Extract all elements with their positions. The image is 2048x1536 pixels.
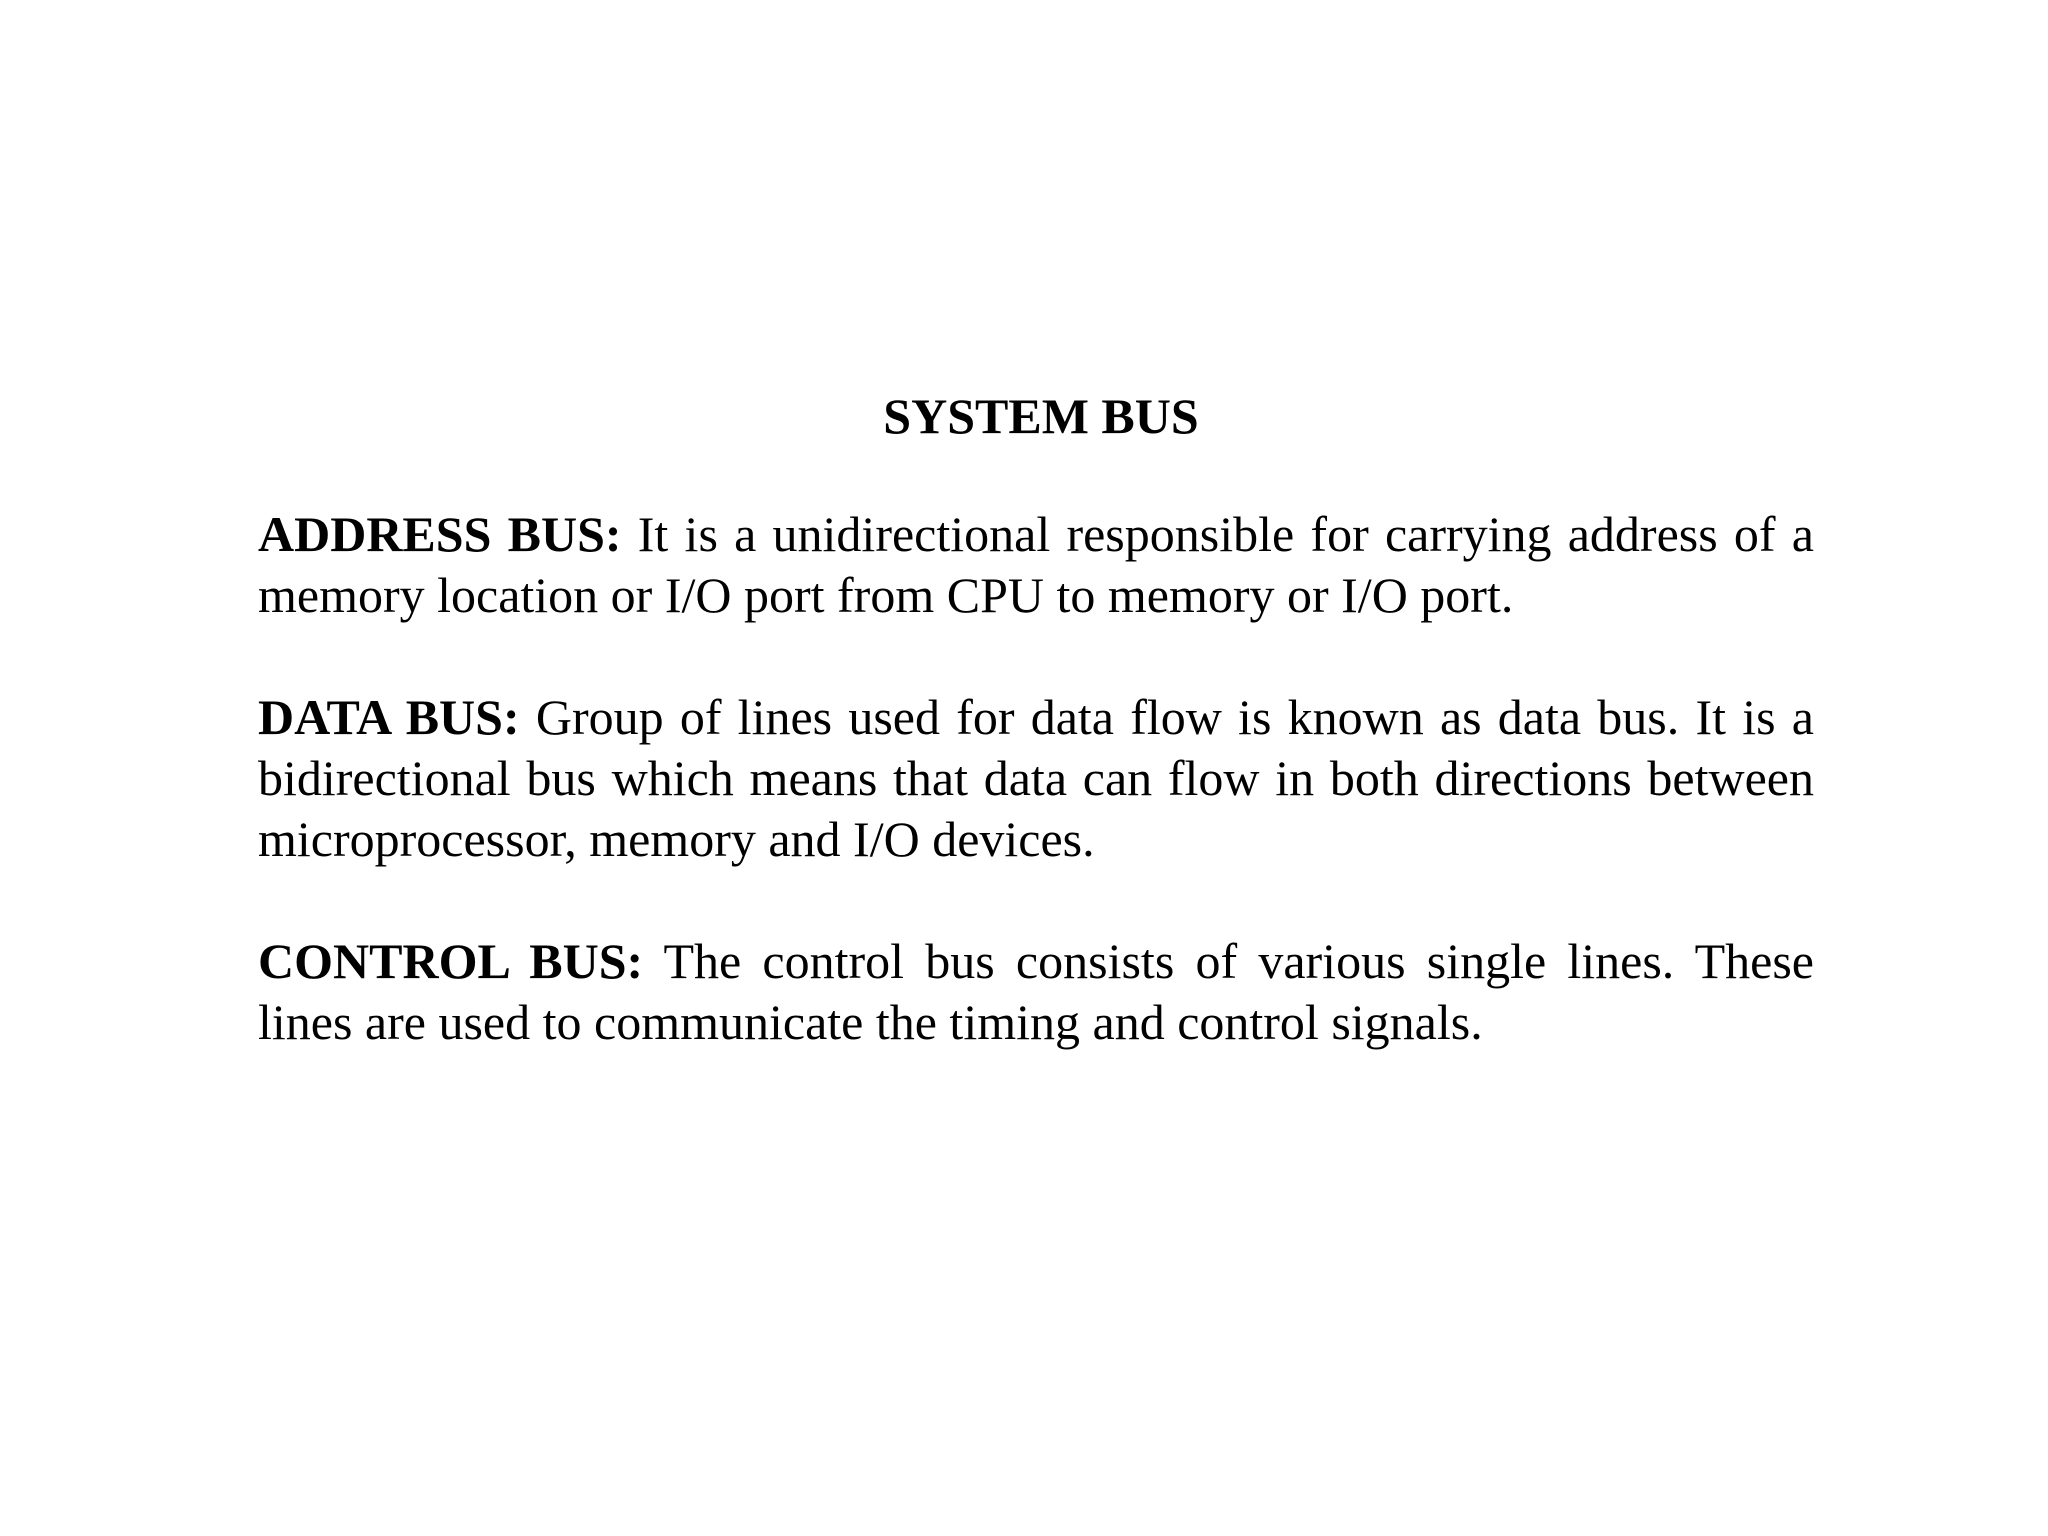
data-bus-description: Group of lines used for data flow is known as data bus. It is a bidirectional bus which means that data can flow in both directions between microprocessor, memory and I/O devices.: [258, 689, 1814, 867]
data-bus-term: DATA BUS:: [258, 689, 520, 745]
control-bus-term: CONTROL BUS:: [258, 933, 644, 989]
address-bus-description: It is a unidirectional responsible for carrying address of a memory location or I/O port from CPU to memory or I/O port.: [258, 506, 1814, 623]
page-title: SYSTEM BUS: [883, 388, 1199, 444]
slide-content: [258, 384, 1814, 1053]
control-bus-description: The control bus consists of various single lines. These lines are used to communicate the timing and control signals.: [258, 933, 1814, 1050]
address-bus-paragraph: [258, 504, 1814, 626]
address-bus-term: ADDRESS BUS:: [258, 506, 622, 562]
data-bus-paragraph: [258, 687, 1814, 870]
control-bus-paragraph: [258, 931, 1814, 1053]
